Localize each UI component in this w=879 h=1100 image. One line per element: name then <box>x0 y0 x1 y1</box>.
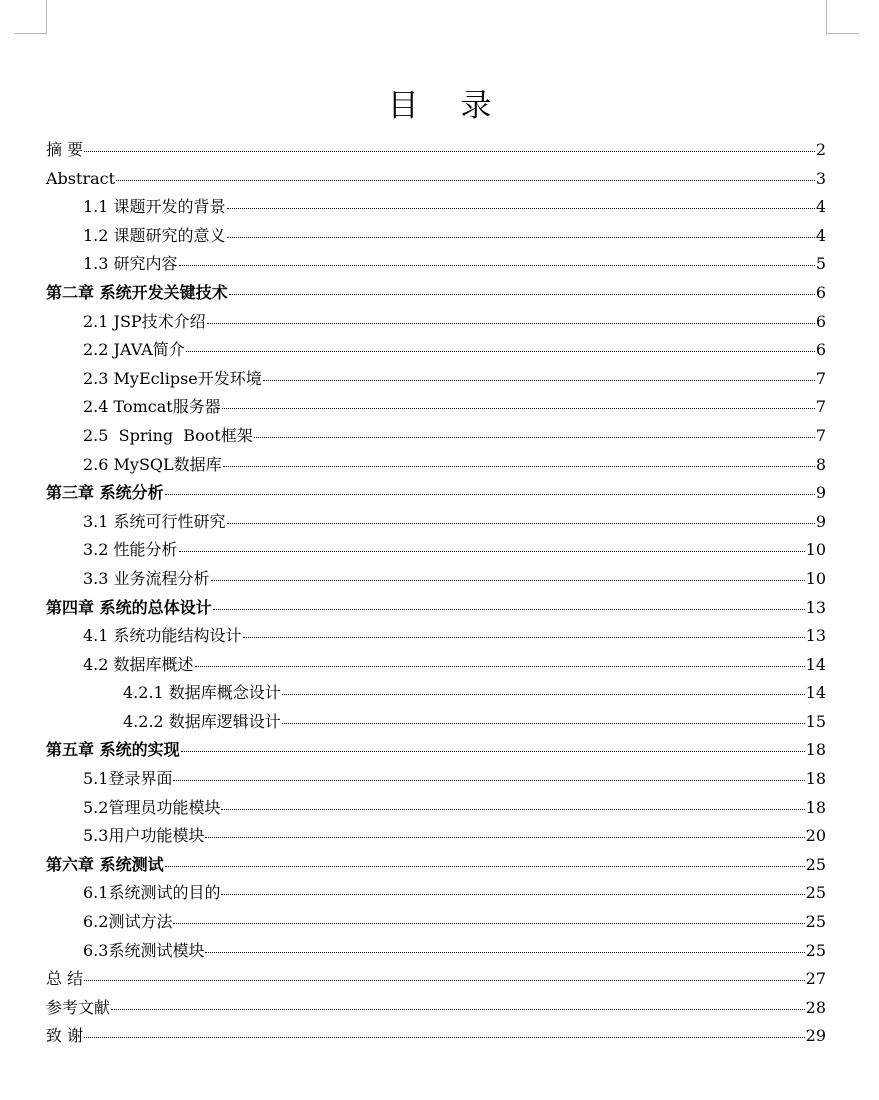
toc-entry-page: 5 <box>815 254 826 274</box>
toc-entry-label: 第五章 系统的实现 <box>46 740 180 760</box>
dot-leader <box>84 1037 805 1038</box>
dot-leader <box>227 208 815 209</box>
toc-entry-label: 第三章 系统分析 <box>46 483 164 503</box>
toc-entry-chapter-4[interactable] <box>46 594 826 623</box>
toc-entry-acknowledgements[interactable] <box>46 1022 826 1051</box>
toc-entry-1-3[interactable] <box>46 250 826 279</box>
toc-entry-label: 2.4 Tomcat服务器 <box>83 397 221 417</box>
toc-entry-6-1[interactable] <box>46 879 826 908</box>
toc-entry-page: 13 <box>805 626 826 646</box>
toc-entry-label: 3.3 业务流程分析 <box>83 568 210 588</box>
dot-leader <box>205 952 804 953</box>
toc-entry-label: 1.3 研究内容 <box>83 254 178 274</box>
toc-entry-label: 4.1 系统功能结构设计 <box>83 626 242 646</box>
dot-leader <box>211 580 805 581</box>
dot-leader <box>195 666 805 667</box>
toc-entry-label: Abstract <box>46 168 116 188</box>
toc-entry-label: 6.1系统测试的目的 <box>83 883 221 903</box>
dot-leader <box>207 323 815 324</box>
dot-leader <box>116 180 815 181</box>
toc-entry-2-1[interactable] <box>46 308 826 337</box>
toc-entry-page: 25 <box>805 940 826 960</box>
toc-entry-label: 3.1 系统可行性研究 <box>83 511 226 531</box>
toc-entry-label: 1.2 课题研究的意义 <box>83 225 226 245</box>
dot-leader <box>84 151 815 152</box>
toc-entry-page: 10 <box>805 568 826 588</box>
toc-entry-page: 28 <box>805 997 826 1017</box>
toc-entry-page: 20 <box>805 826 826 846</box>
dot-leader <box>173 923 804 924</box>
toc-entry-label: 4.2 数据库概述 <box>83 654 194 674</box>
dot-leader <box>111 1009 805 1010</box>
toc-entry-page: 7 <box>815 368 826 388</box>
toc-entry-page: 15 <box>805 711 826 731</box>
toc-entry-page: 7 <box>815 397 826 417</box>
dot-leader <box>222 408 815 409</box>
toc-entry-2-4[interactable] <box>46 393 826 422</box>
toc-entry-5-2[interactable] <box>46 794 826 823</box>
toc-entry-2-5[interactable] <box>46 422 826 451</box>
toc-entry-page: 9 <box>815 511 826 531</box>
toc-entry-page: 25 <box>805 854 826 874</box>
toc-entry-label: 总 结 <box>46 969 84 989</box>
toc-entry-label: 2.6 MySQL数据库 <box>83 454 222 474</box>
toc-entry-label: 第四章 系统的总体设计 <box>46 597 212 617</box>
toc-entry-label: 2.5 Spring Boot框架 <box>83 425 253 445</box>
toc-entry-page: 6 <box>815 340 826 360</box>
toc-entry-page: 18 <box>805 797 826 817</box>
toc-entry-label: 6.3系统测试模块 <box>83 940 205 960</box>
toc-entry-label: 3.2 性能分析 <box>83 540 178 560</box>
toc-entry-label: 1.1 课题开发的背景 <box>83 197 226 217</box>
toc-title: 目 录 <box>387 88 508 124</box>
toc-entry-label: 5.1登录界面 <box>83 769 173 789</box>
toc-entry-abstract-cn[interactable] <box>46 136 826 165</box>
dot-leader <box>221 809 804 810</box>
toc-entry-page: 25 <box>805 883 826 903</box>
toc-entry-page: 25 <box>805 912 826 932</box>
toc-entry-4-2-2[interactable] <box>46 708 826 737</box>
toc-entry-page: 6 <box>815 311 826 331</box>
toc-entry-page: 4 <box>815 197 826 217</box>
toc-entry-label: 5.3用户功能模块 <box>83 826 205 846</box>
dot-leader <box>263 380 815 381</box>
dot-leader <box>223 466 815 467</box>
table-of-contents <box>46 136 826 1051</box>
dot-leader <box>282 694 805 695</box>
dot-leader <box>254 437 815 438</box>
dot-leader <box>282 723 805 724</box>
toc-entry-label: 2.3 MyEclipse开发环境 <box>83 368 262 388</box>
toc-entry-3-3[interactable] <box>46 565 826 594</box>
toc-entry-page: 29 <box>805 1026 826 1046</box>
dot-leader <box>229 294 815 295</box>
toc-entry-label: 6.2测试方法 <box>83 912 173 932</box>
toc-entry-2-2[interactable] <box>46 336 826 365</box>
dot-leader <box>165 494 815 495</box>
dot-leader <box>179 551 805 552</box>
toc-entry-page: 14 <box>805 683 826 703</box>
toc-entry-page: 27 <box>805 969 826 989</box>
toc-entry-5-1[interactable] <box>46 765 826 794</box>
toc-entry-label: 第二章 系统开发关键技术 <box>46 282 228 302</box>
toc-entry-3-2[interactable] <box>46 536 826 565</box>
toc-entry-2-3[interactable] <box>46 365 826 394</box>
toc-entry-3-1[interactable] <box>46 508 826 537</box>
toc-entry-page: 18 <box>805 740 826 760</box>
toc-entry-1-1[interactable] <box>46 193 826 222</box>
toc-entry-4-2-1[interactable] <box>46 679 826 708</box>
toc-entry-label: 参考文献 <box>46 997 111 1017</box>
toc-entry-1-2[interactable] <box>46 222 826 251</box>
toc-entry-abstract-en[interactable] <box>46 165 826 194</box>
dot-leader <box>84 980 805 981</box>
toc-entry-references[interactable] <box>46 994 826 1023</box>
toc-entry-page: 8 <box>815 454 826 474</box>
toc-entry-page: 13 <box>805 597 826 617</box>
dot-leader <box>186 351 815 352</box>
dot-leader <box>179 265 815 266</box>
dot-leader <box>205 837 804 838</box>
toc-entry-label: 2.1 JSP技术介绍 <box>83 311 206 331</box>
toc-entry-label: 4.2.2 数据库逻辑设计 <box>123 711 281 731</box>
toc-entry-label: 摘 要 <box>46 140 84 159</box>
dot-leader <box>173 780 804 781</box>
toc-entry-chapter-6[interactable] <box>46 851 826 880</box>
toc-entry-6-2[interactable] <box>46 908 826 937</box>
toc-entry-page: 10 <box>805 540 826 560</box>
toc-entry-page: 18 <box>805 769 826 789</box>
page-corner-mark-right <box>826 0 859 34</box>
toc-entry-label: 5.2管理员功能模块 <box>83 797 221 817</box>
toc-entry-4-1[interactable] <box>46 622 826 651</box>
dot-leader <box>243 637 805 638</box>
toc-entry-chapter-3[interactable] <box>46 479 826 508</box>
toc-entry-label: 致 谢 <box>46 1026 84 1046</box>
toc-entry-page: 3 <box>815 168 826 188</box>
toc-entry-5-3[interactable] <box>46 822 826 851</box>
toc-entry-page: 7 <box>815 425 826 445</box>
dot-leader <box>221 894 804 895</box>
toc-entry-2-6[interactable] <box>46 451 826 480</box>
toc-entry-chapter-5[interactable] <box>46 736 826 765</box>
page-corner-mark-left <box>14 0 47 34</box>
toc-entry-page: 14 <box>805 654 826 674</box>
toc-entry-chapter-2[interactable] <box>46 279 826 308</box>
toc-entry-6-3[interactable] <box>46 937 826 966</box>
toc-entry-label: 2.2 JAVA简介 <box>83 340 185 360</box>
toc-entry-label: 第六章 系统测试 <box>46 854 164 874</box>
toc-entry-page: 6 <box>815 282 826 302</box>
dot-leader <box>165 866 805 867</box>
toc-entry-page: 9 <box>815 483 826 503</box>
dot-leader <box>227 237 815 238</box>
toc-entry-summary[interactable] <box>46 965 826 994</box>
toc-entry-page: 4 <box>815 225 826 245</box>
dot-leader <box>227 523 815 524</box>
dot-leader <box>213 609 805 610</box>
dot-leader <box>181 751 805 752</box>
toc-entry-page: 2 <box>815 140 826 159</box>
toc-entry-4-2[interactable] <box>46 651 826 680</box>
toc-entry-label: 4.2.1 数据库概念设计 <box>123 683 281 703</box>
